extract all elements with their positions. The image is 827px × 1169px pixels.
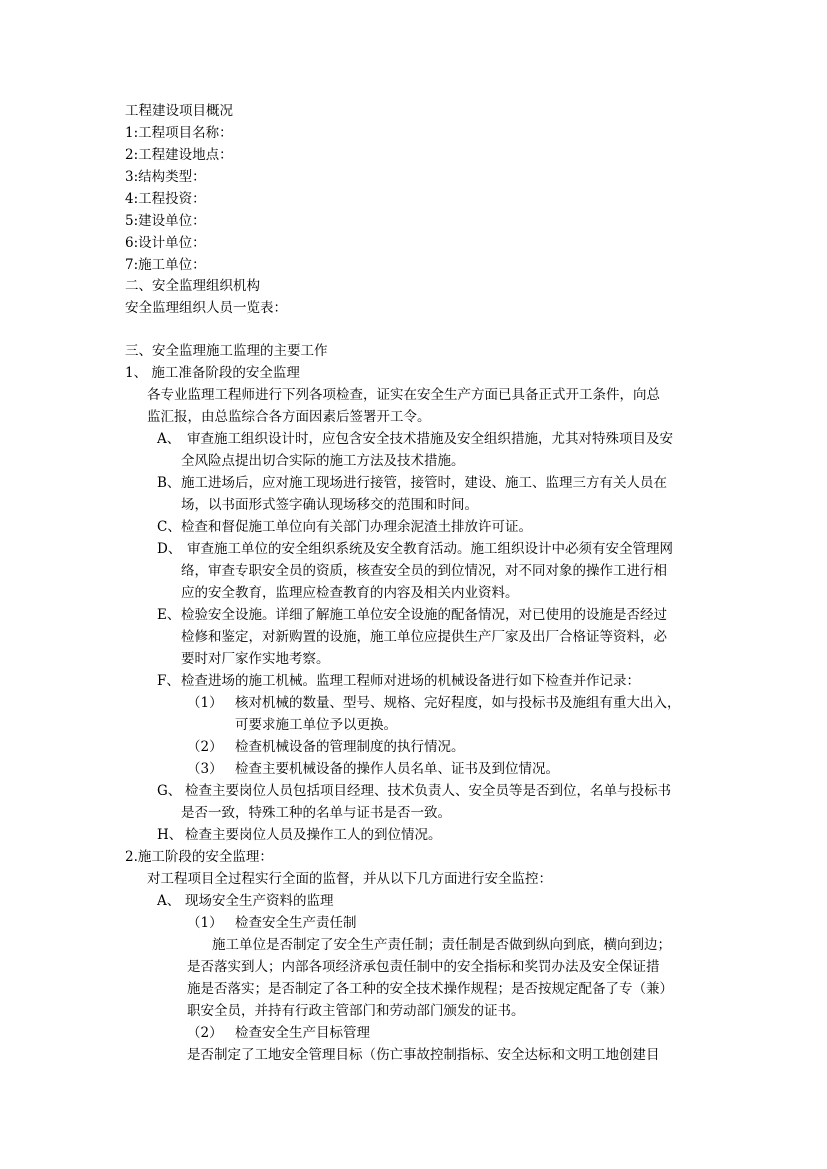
- part1-intro-line: 监汇报，由总监综合各方面因素后签署开工令。: [147, 409, 431, 425]
- section2-subtitle: 安全监理组织人员一览表：: [125, 300, 287, 316]
- item-b-line: 场，以书面形式签字确认现场移交的范围和时间。: [181, 497, 478, 513]
- overview-item-owner: 5:建设单位：: [125, 213, 206, 229]
- item-e-line: 检验安全设施。详细了解施工单位安全设施的配备情况，对已使用的设施是否经过: [181, 607, 667, 623]
- item-e-line: 要时对厂家作实地考察。: [181, 651, 330, 667]
- item-h-marker: H、: [157, 827, 183, 843]
- item-e-marker: E、: [157, 607, 181, 623]
- item-e-line: 检修和鉴定，对新购置的设施，施工单位应提供生产厂家及出厂合格证等资料，必: [181, 629, 667, 645]
- item-d-line: 应的安全教育，监理应检查教育的内容及相关内业资料。: [181, 585, 519, 601]
- overview-item-designer: 6:设计单位：: [125, 235, 206, 251]
- overview-item-project-name: 1:工程项目名称：: [125, 125, 233, 141]
- overview-item-location: 2:工程建设地点：: [125, 147, 233, 163]
- overview-title: 工程建设项目概况: [125, 103, 233, 119]
- item-f-sub1-marker: （1）: [187, 695, 223, 711]
- item-f-marker: F、: [157, 673, 180, 689]
- item-g-marker: G、: [157, 783, 182, 799]
- item-b-line: 施工进场后，应对施工现场进行接管，接管时，建设、施工、监理三方有关人员在: [181, 475, 667, 491]
- section2-heading: 二、安全监理组织机构: [125, 278, 260, 294]
- overview-item-investment: 4:工程投资：: [125, 191, 206, 207]
- item-d-line: 络，审查专职安全员的资质，核查安全员的到位情况，对不同对象的操作工进行相: [181, 563, 667, 579]
- item-f-sub3-line: 检查主要机械设备的操作人员名单、证书及到位情况。: [235, 761, 559, 777]
- part2-intro: 对工程项目全过程实行全面的监督，并从以下几方面进行安全监控：: [147, 871, 552, 887]
- item-c-line: 检查和督促施工单位向有关部门办理余泥渣土排放许可证。: [181, 519, 532, 535]
- part2-a-marker: A、: [157, 893, 181, 909]
- overview-item-structure: 3:结构类型：: [125, 169, 206, 185]
- item-g-line: 检查主要岗位人员包括项目经理、技术负责人、安全员等是否到位，名单与投标书: [185, 783, 671, 799]
- item-a-line: 审查施工组织设计时，应包含安全技术措施及安全组织措施，尤其对特殊项目及安: [187, 431, 673, 447]
- item-f-line: 检查进场的施工机械。监理工程师对进场的机械设备进行如下检查并作记录：: [181, 673, 640, 689]
- overview-item-contractor: 7:施工单位：: [125, 257, 206, 273]
- part2-sub1-line: 职安全员，并持有行政主管部门和劳动部门颁发的证书。: [187, 1003, 525, 1019]
- section3-heading: 三、安全监理施工监理的主要工作: [125, 343, 328, 359]
- part2-sub1-title: 检查安全生产责任制: [235, 915, 357, 931]
- part2-sub2-title: 检查安全生产目标管理: [235, 1025, 370, 1041]
- part1-intro-line: 各专业监理工程师进行下列各项检查，证实在安全生产方面已具备正式开工条件，向总: [147, 387, 660, 403]
- part2-sub2-line: 是否制定了工地安全管理目标（伤亡事故控制指标、安全达标和文明工地创建目: [187, 1047, 660, 1063]
- item-a-line: 全风险点提出切合实际的施工方法及技术措施。: [181, 453, 465, 469]
- part1-heading: 1、 施工准备阶段的安全监理: [125, 365, 300, 381]
- item-c-marker: C、: [157, 519, 181, 535]
- part2-sub1-marker: （1）: [187, 915, 223, 931]
- item-f-sub2-line: 检查机械设备的管理制度的执行情况。: [235, 739, 465, 755]
- item-f-sub2-marker: （2）: [187, 739, 223, 755]
- item-d-marker: D、: [157, 541, 182, 557]
- item-a-marker: A、: [157, 431, 181, 447]
- item-b-marker: B、: [157, 475, 181, 491]
- part2-a-title: 现场安全生产资料的监理: [185, 893, 334, 909]
- item-f-sub3-marker: （3）: [187, 761, 223, 777]
- item-f-sub1-line: 可要求施工单位予以更换。: [235, 717, 397, 733]
- part2-heading: 2.施工阶段的安全监理：: [125, 849, 273, 865]
- item-g-line: 是否一致，特殊工种的名单与证书是否一致。: [181, 805, 451, 821]
- part2-sub1-line: 施是否落实；是否制定了各工种的安全技术操作规程；是否按规定配备了专（兼）: [187, 981, 673, 997]
- item-h-line: 检查主要岗位人员及操作工人的到位情况。: [185, 827, 442, 843]
- part2-sub1-line: 是否落实到人；内部各项经济承包责任制中的安全指标和奖罚办法及安全保证措: [187, 959, 660, 975]
- item-d-line: 审查施工单位的安全组织系统及安全教育活动。施工组织设计中必须有安全管理网: [187, 541, 673, 557]
- item-f-sub1-line: 核对机械的数量、型号、规格、完好程度，如与投标书及施组有重大出入，: [235, 695, 681, 711]
- part2-sub2-marker: （2）: [187, 1025, 223, 1041]
- part2-sub1-line: 施工单位是否制定了安全生产责任制；责任制是否做到纵向到底，横向到边；: [212, 937, 671, 953]
